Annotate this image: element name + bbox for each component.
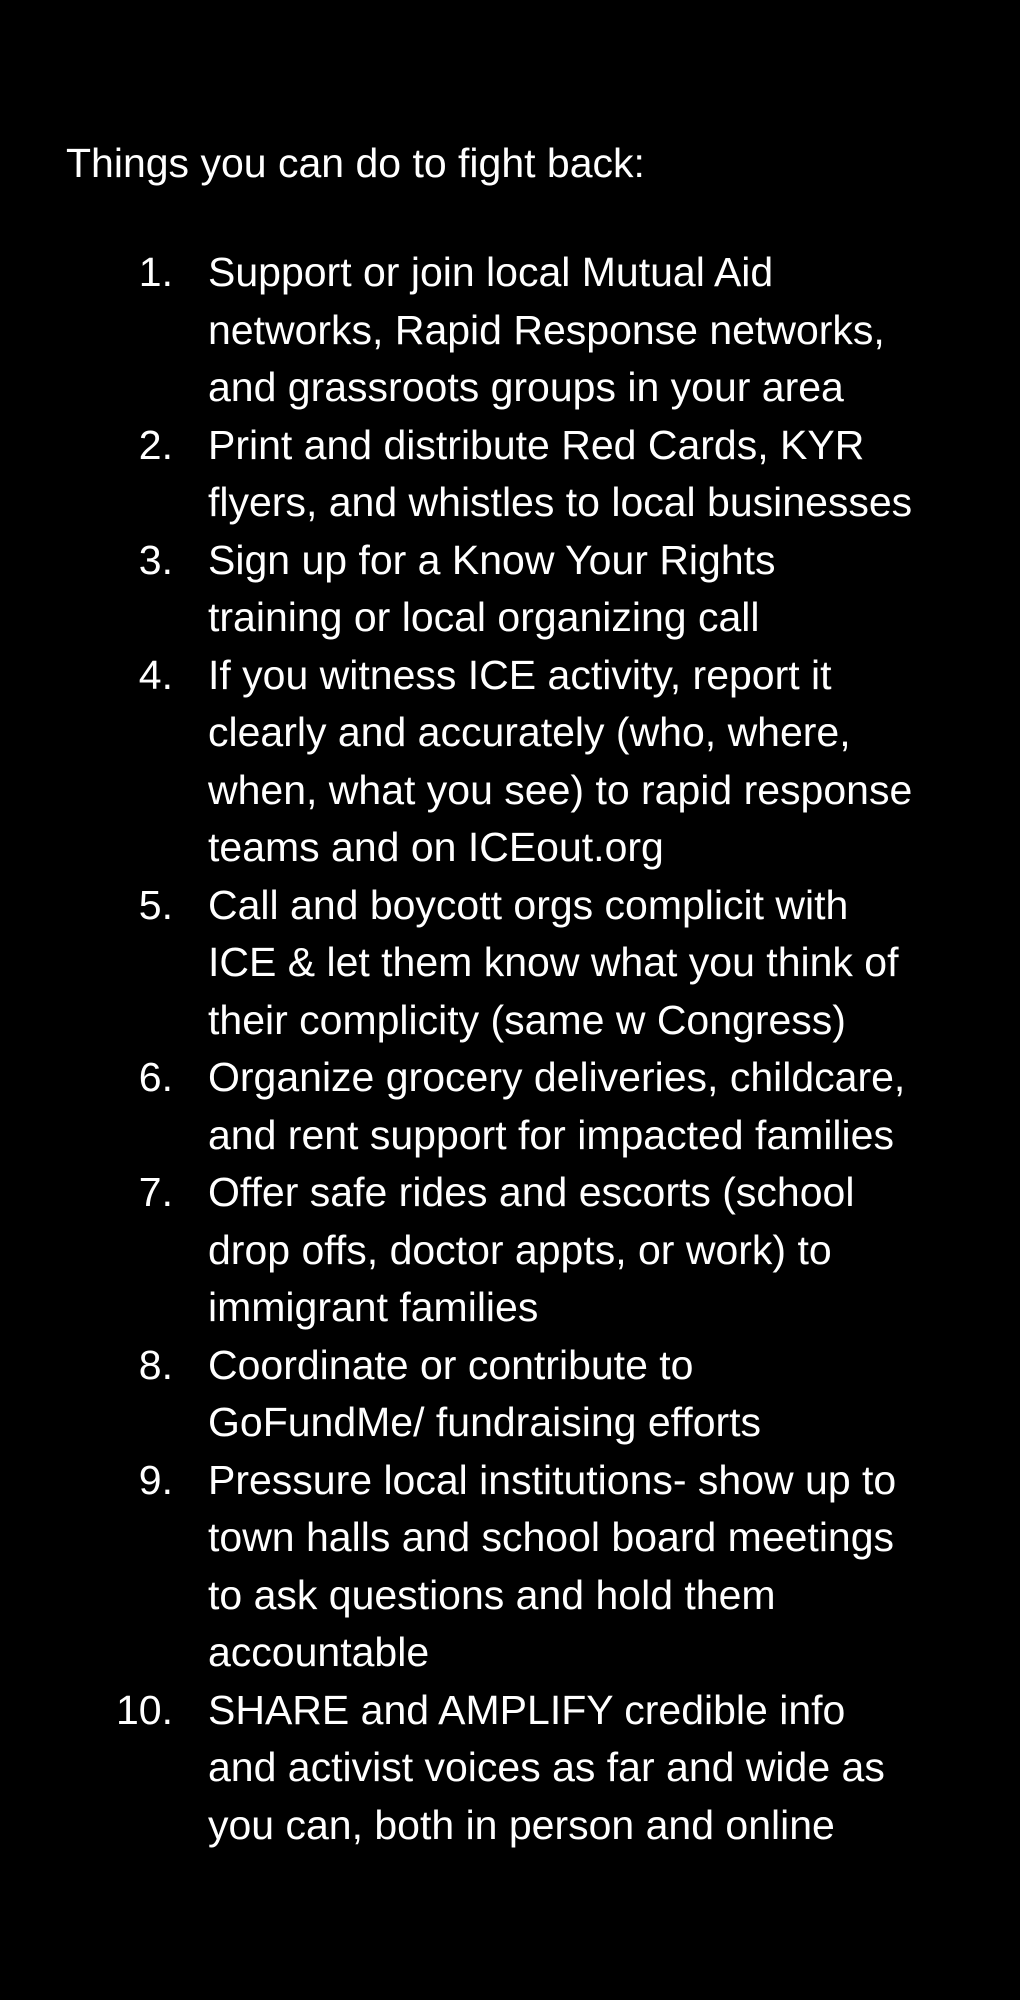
- list-item-line: ICE & let them know what you think of: [208, 939, 899, 985]
- list-item-line: Pressure local institutions- show up to: [208, 1456, 897, 1503]
- list-item-line: Organize grocery deliveries, childcare,: [208, 1054, 906, 1100]
- list-item-text: [208, 1337, 998, 1452]
- action-list: [0, 244, 1020, 1854]
- list-item-text: [208, 244, 998, 417]
- list-item-line: GoFundMe/ fundraising efforts: [208, 1399, 762, 1445]
- list-item: [0, 1682, 1020, 1855]
- list-item-text: [208, 532, 998, 647]
- list-item: [0, 244, 1020, 417]
- list-item-line: Call and boycott orgs complicit with: [208, 881, 849, 928]
- list-item-number: 2.: [138, 421, 173, 468]
- list-item-line: and grassroots groups in your area: [208, 364, 844, 410]
- list-item-line: to ask questions and hold them: [208, 1571, 776, 1618]
- list-item-line: Offer safe rides and escorts (school: [208, 1169, 855, 1215]
- list-item-text: [208, 647, 998, 877]
- list-item-line: their complicity (same w Congress): [208, 996, 846, 1043]
- list-item-line: If you witness ICE activity, report it: [208, 651, 832, 698]
- list-item-text: [208, 1164, 998, 1337]
- list-item-line: networks, Rapid Response networks,: [208, 306, 885, 353]
- list-item-text: [208, 877, 998, 1050]
- list-item-line: and rent support for impacted families: [208, 1111, 894, 1158]
- list-item: [0, 877, 1020, 1050]
- list-item-number: 7.: [138, 1169, 173, 1215]
- list-item-line: training or local organizing call: [208, 594, 760, 640]
- list-item: [0, 1164, 1020, 1337]
- list-item: [0, 1049, 1020, 1164]
- list-item-number: 10.: [116, 1686, 173, 1733]
- list-item-number: 9.: [138, 1456, 173, 1503]
- list-item: [0, 1337, 1020, 1452]
- list-item-line: Print and distribute Red Cards, KYR: [208, 421, 865, 468]
- list-item-line: Sign up for a Know Your Rights: [208, 536, 776, 583]
- list-item-line: and activist voices as far and wide as: [208, 1744, 885, 1790]
- list-item-text: [208, 1682, 998, 1855]
- list-item-line: immigrant families: [208, 1284, 539, 1330]
- list-item-line: Support or join local Mutual Aid: [208, 249, 774, 295]
- list-item-text: [208, 1452, 998, 1682]
- list-item-line: town halls and school board meetings: [208, 1514, 895, 1560]
- list-item-number: 3.: [138, 536, 173, 583]
- list-item: [0, 417, 1020, 532]
- page-heading: Things you can do to fight back:: [66, 140, 645, 186]
- list-item-number: 4.: [138, 651, 173, 698]
- list-item-line: drop offs, doctor appts, or work) to: [208, 1226, 832, 1273]
- list-item-number: 5.: [138, 881, 173, 928]
- list-item-text: [208, 417, 998, 532]
- list-item-line: SHARE and AMPLIFY credible info: [208, 1686, 846, 1733]
- list-item-line: when, what you see) to rapid response: [208, 766, 913, 813]
- list-item: [0, 1452, 1020, 1682]
- list-item-text: [208, 1049, 998, 1164]
- list-item-number: 6.: [138, 1054, 173, 1100]
- list-item-line: Coordinate or contribute to: [208, 1341, 694, 1388]
- list-item-line: teams and on ICEout.org: [208, 824, 664, 870]
- list-item-line: you can, both in person and online: [208, 1801, 835, 1848]
- list-item: [0, 647, 1020, 877]
- list-item-line: accountable: [208, 1629, 430, 1675]
- list-item-number: 8.: [138, 1341, 173, 1388]
- list-item-line: flyers, and whistles to local businesses: [208, 479, 913, 525]
- list-item-number: 1.: [138, 249, 173, 295]
- list-item-line: clearly and accurately (who, where,: [208, 709, 851, 755]
- list-item: [0, 532, 1020, 647]
